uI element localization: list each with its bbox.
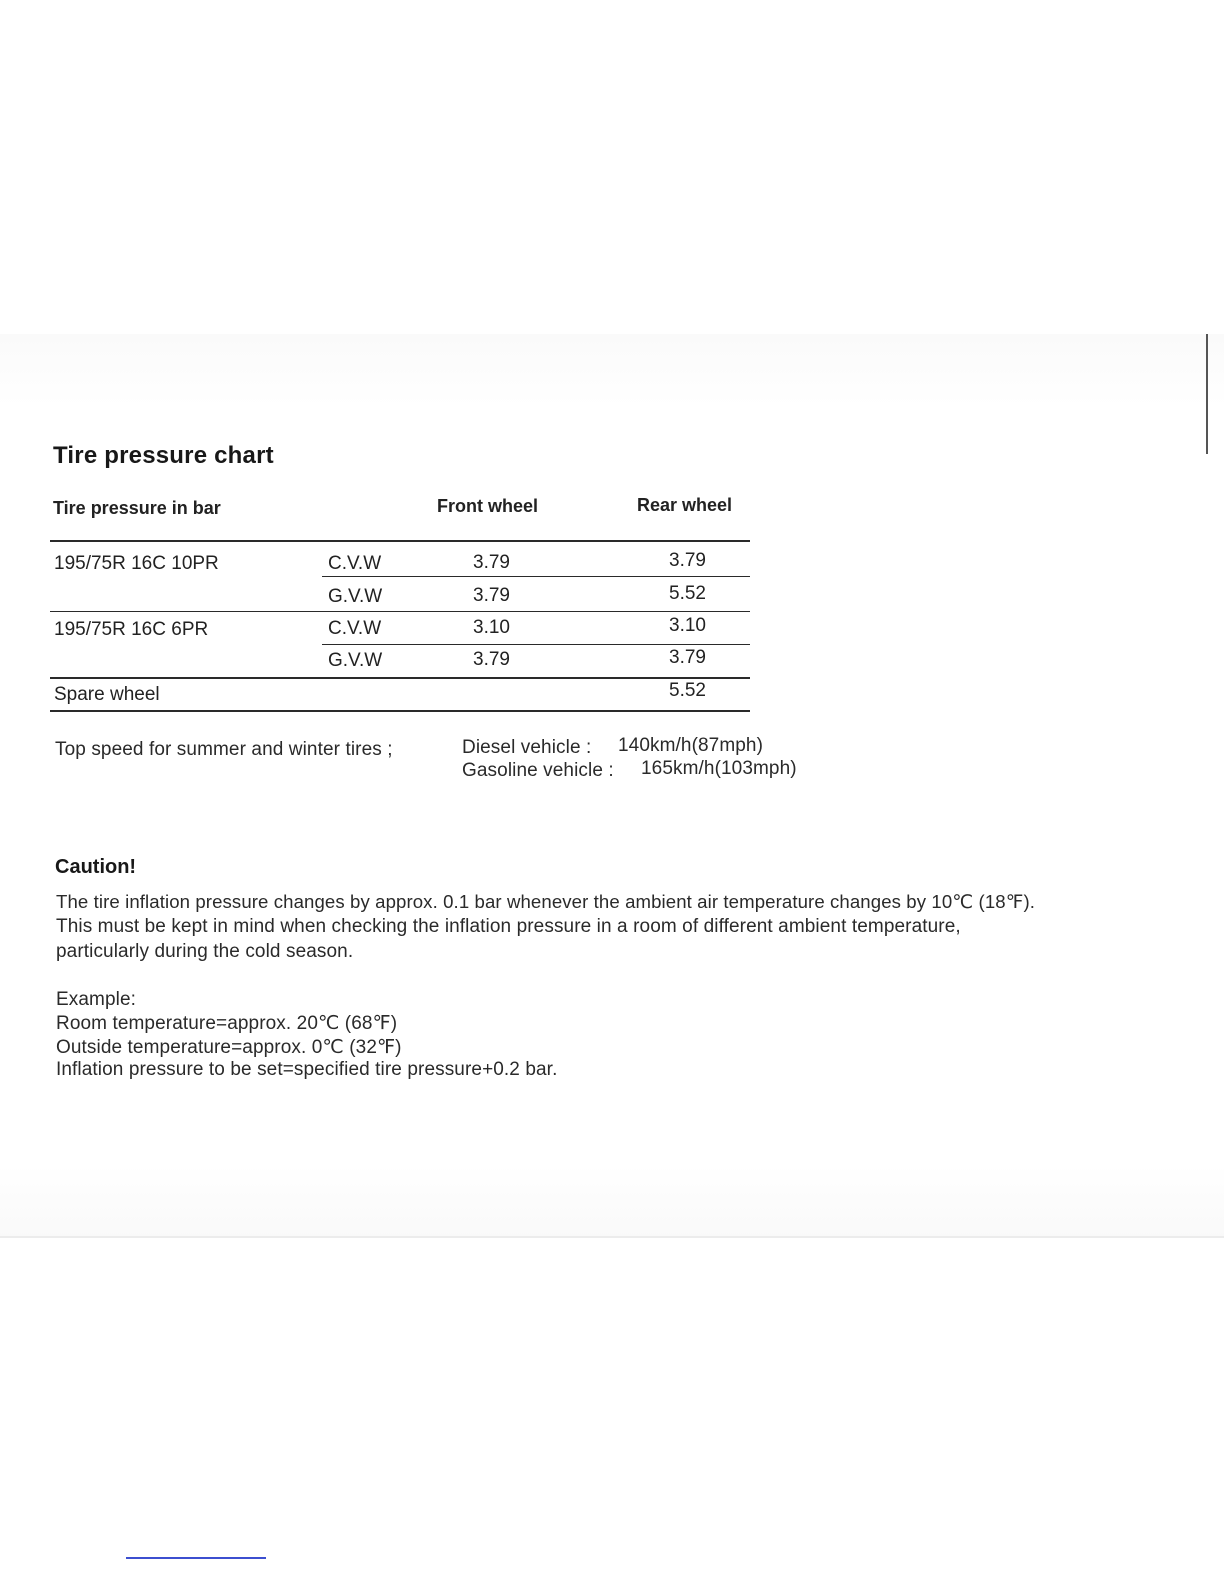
caution-line: The tire inflation pressure changes by approx. 0.1 bar whenever the ambient air temperature changes by 10℃ (18℉). — [56, 891, 1036, 912]
table-header-label: Tire pressure in bar — [53, 498, 221, 518]
load-cell: C.V.W — [328, 618, 382, 639]
load-cell: C.V.W — [328, 553, 382, 574]
caution-line: particularly during the cold season. — [56, 941, 354, 962]
rear-pressure-cell: 3.79 — [669, 647, 706, 668]
diesel-label: Diesel vehicle : — [462, 737, 592, 758]
rear-pressure-cell: 5.52 — [669, 583, 706, 604]
rear-pressure-cell: 5.52 — [669, 680, 706, 701]
tire-size-cell: 195/75R 16C 6PR — [54, 619, 209, 640]
table-header-front: Front wheel — [437, 496, 539, 516]
example-heading: Example: — [56, 989, 137, 1010]
example-line: Inflation pressure to be set=specified tire pressure+0.2 bar. — [56, 1059, 558, 1080]
example-line: Outside temperature=approx. 0℃ (32℉) — [56, 1037, 402, 1058]
page-title: Tire pressure chart — [53, 442, 274, 469]
front-pressure-cell: 3.10 — [473, 617, 510, 638]
example-line: Room temperature=approx. 20℃ (68℉) — [56, 1013, 398, 1034]
table-row-rule — [322, 644, 750, 645]
table-group-rule — [50, 611, 750, 612]
diesel-speed-value: 140km/h(87mph) — [618, 735, 764, 756]
front-pressure-cell: 3.79 — [473, 649, 510, 670]
table-group-rule — [50, 677, 750, 679]
front-pressure-cell: 3.79 — [473, 552, 510, 573]
table-bottom-rule — [50, 710, 750, 712]
scan-bottom-edge — [0, 1236, 1224, 1238]
caution-heading: Caution! — [55, 856, 137, 878]
table-row-rule — [322, 576, 750, 577]
rear-pressure-cell: 3.10 — [669, 615, 706, 636]
tire-size-cell: 195/75R 16C 10PR — [54, 553, 219, 574]
gasoline-speed-value: 165km/h(103mph) — [641, 758, 797, 779]
load-cell: G.V.W — [328, 650, 383, 671]
caution-line: This must be kept in mind when checking the inflation pressure in a room of different ambient temperature, — [56, 916, 961, 937]
table-top-rule — [50, 540, 750, 542]
rear-pressure-cell: 3.79 — [669, 550, 706, 571]
top-speed-label: Top speed for summer and winter tires ; — [55, 739, 393, 760]
gasoline-label: Gasoline vehicle : — [462, 760, 614, 781]
load-cell: G.V.W — [328, 586, 383, 607]
table-header-rear: Rear wheel — [637, 495, 733, 515]
footer-link-underline — [126, 1557, 266, 1559]
tire-size-cell: Spare wheel — [54, 684, 160, 705]
scan-edge-mark — [1206, 334, 1208, 454]
front-pressure-cell: 3.79 — [473, 585, 510, 606]
